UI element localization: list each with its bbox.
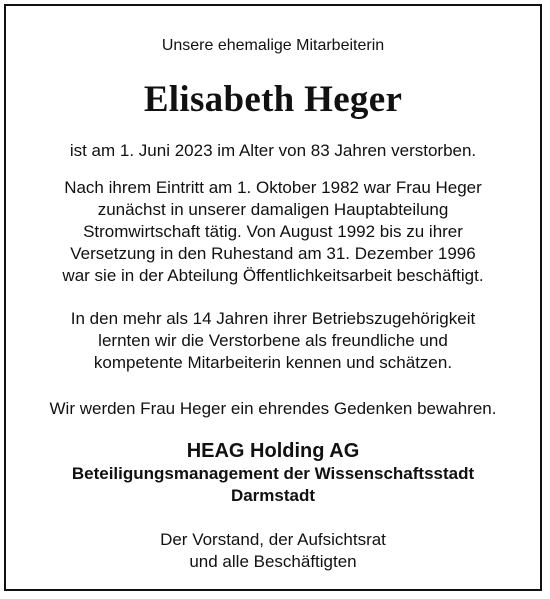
obituary-frame bbox=[4, 4, 542, 591]
tribute-line: lernten wir die Verstorbene als freundliche und bbox=[98, 331, 448, 350]
career-line: war sie in der Abteilung Öffentlichkeitsarbeit beschäftigt. bbox=[62, 266, 484, 285]
intro-line: Unsere ehemalige Mitarbeiterin bbox=[161, 37, 385, 54]
death-announcement: ist am 1. Juni 2023 im Alter von 83 Jahren verstorben. bbox=[69, 141, 477, 160]
organization-subtitle-line1: Beteiligungsmanagement der Wissenschaftsstadt bbox=[71, 464, 475, 483]
tribute-paragraph bbox=[6, 308, 540, 374]
career-line: Stromwirtschaft tätig. Von August 1992 bis zu ihrer bbox=[83, 222, 463, 241]
career-line: Versetzung in den Ruhestand am 31. Dezember 1996 bbox=[70, 244, 476, 263]
tribute-line: In den mehr als 14 Jahren ihrer Betriebszugehörigkeit bbox=[70, 309, 476, 328]
tribute-line: kompetente Mitarbeiterin kennen und schätzen. bbox=[93, 353, 453, 372]
organization-name: HEAG Holding AG bbox=[186, 440, 360, 462]
organization-subtitle-line2: Darmstadt bbox=[230, 486, 316, 505]
signatory-line: Der Vorstand, der Aufsichtsrat bbox=[160, 530, 386, 549]
career-line: zunächst in unserer damaligen Hauptabteilung bbox=[97, 200, 449, 219]
signatories-block bbox=[6, 529, 540, 573]
memory-line: Wir werden Frau Heger ein ehrendes Gedenken bewahren. bbox=[49, 399, 497, 418]
deceased-name: Elisabeth Heger bbox=[143, 79, 403, 120]
career-line: Nach ihrem Eintritt am 1. Oktober 1982 war Frau Heger bbox=[64, 178, 482, 197]
career-paragraph bbox=[6, 177, 540, 287]
signatory-line: und alle Beschäftigten bbox=[189, 552, 357, 571]
organization-block bbox=[6, 439, 540, 507]
